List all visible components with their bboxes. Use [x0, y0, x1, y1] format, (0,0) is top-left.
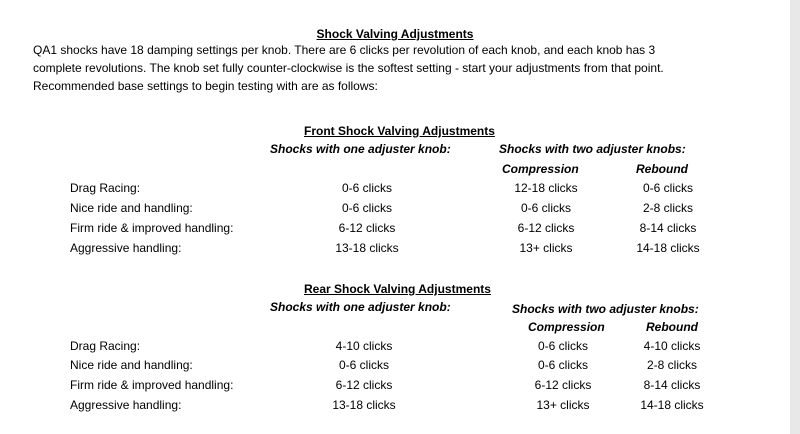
rear-rebound-header: Rebound: [646, 320, 698, 334]
front-compression-header: Compression: [502, 162, 579, 176]
rebound-value: 4-10 clicks: [643, 339, 701, 353]
rear-compression-header: Compression: [528, 320, 605, 334]
row-label: Firm ride & improved handling:: [70, 221, 234, 235]
document-title: Shock Valving Adjustments: [316, 27, 474, 41]
one-knob-value: 0-6 clicks: [341, 181, 393, 195]
compression-value: 13+ clicks: [519, 241, 573, 255]
row-label: Aggressive handling:: [70, 241, 182, 255]
compression-value: 6-12 clicks: [534, 378, 592, 392]
compression-value: 0-6 clicks: [537, 339, 589, 353]
one-knob-value: 13-18 clicks: [335, 241, 399, 255]
rebound-value: 8-14 clicks: [643, 378, 701, 392]
rebound-value: 14-18 clicks: [636, 241, 700, 255]
front-section-title: Front Shock Valving Adjustments: [304, 124, 495, 138]
rebound-value: 2-8 clicks: [646, 358, 698, 372]
row-label: Drag Racing:: [70, 339, 141, 353]
row-label: Aggressive handling:: [70, 398, 182, 412]
row-label: Drag Racing:: [70, 181, 141, 195]
compression-value: 13+ clicks: [536, 398, 590, 412]
row-label: Nice ride and handling:: [70, 358, 193, 372]
compression-value: 0-6 clicks: [520, 201, 572, 215]
row-label: Nice ride and handling:: [70, 201, 193, 215]
intro-line-2: complete revolutions. The knob set fully counter-clockwise is the softest setting - start your adjustments from that point.: [33, 61, 664, 75]
intro-line-3: Recommended base settings to begin testing with are as follows:: [33, 79, 378, 93]
rebound-value: 2-8 clicks: [642, 201, 694, 215]
front-one-knob-header: Shocks with one adjuster knob:: [270, 142, 451, 156]
compression-value: 0-6 clicks: [537, 358, 589, 372]
rear-two-knob-header: Shocks with two adjuster knobs:: [512, 302, 699, 316]
one-knob-value: 0-6 clicks: [341, 201, 393, 215]
rear-section-title: Rear Shock Valving Adjustments: [304, 282, 491, 296]
one-knob-value: 0-6 clicks: [338, 358, 390, 372]
one-knob-value: 6-12 clicks: [335, 378, 393, 392]
rear-one-knob-header: Shocks with one adjuster knob:: [270, 300, 451, 314]
compression-value: 6-12 clicks: [517, 221, 575, 235]
front-rebound-header: Rebound: [636, 162, 688, 176]
rebound-value: 14-18 clicks: [640, 398, 704, 412]
rebound-value: 0-6 clicks: [642, 181, 694, 195]
viewer-scroll-edge[interactable]: [790, 0, 800, 434]
one-knob-value: 13-18 clicks: [332, 398, 396, 412]
front-two-knob-header: Shocks with two adjuster knobs:: [499, 142, 686, 156]
intro-line-1: QA1 shocks have 18 damping settings per knob. There are 6 clicks per revolution of each knob, and each knob has 3: [33, 43, 656, 57]
one-knob-value: 6-12 clicks: [338, 221, 396, 235]
one-knob-value: 4-10 clicks: [335, 339, 393, 353]
row-label: Firm ride & improved handling:: [70, 378, 234, 392]
compression-value: 12-18 clicks: [514, 181, 578, 195]
rebound-value: 8-14 clicks: [639, 221, 697, 235]
